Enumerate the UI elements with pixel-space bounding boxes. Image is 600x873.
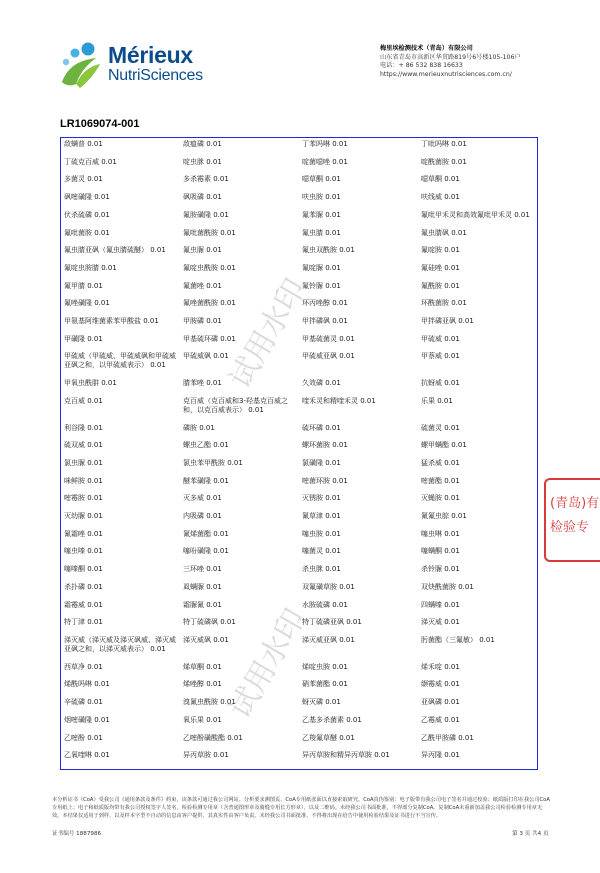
table-cell: 噻虫胺 0.01 [302,529,341,538]
table-cell: 涕灭威（涕灭威及涕灭砜威、涕灭威亚砜之和，以涕灭威表示） 0.01 [64,635,176,653]
table-cell: 硫环磷 0.01 [302,423,341,432]
table-cell: 甲萘威 0.01 [421,352,460,361]
table-cell: 甲基硫菌灵 0.01 [302,334,355,343]
table-cell: 氟唑磺隆 0.01 [64,299,110,308]
table-cell: 肟菌酯（三氟敏） 0.01 [421,635,495,644]
table-cell: 啶菌噁唑 0.01 [302,157,348,166]
table-row [62,228,538,246]
table-cell: 特丁津 0.01 [64,618,103,627]
table-cell: 特丁硫磷亚砜 0.01 [302,618,362,627]
table-cell: 缬霉威 0.01 [421,680,460,689]
table-cell: 噻菌灵 0.01 [302,547,341,556]
table-cell: 涕灭威 0.01 [421,618,460,627]
logo-text-nutrisciences: NutriSciences [108,67,203,84]
table-cell: 异丙草胺和精异丙草胺 0.01 [302,751,390,760]
table-cell: 乐果 0.01 [421,396,453,405]
table-cell: 噁草酮 0.01 [421,175,460,184]
table-cell: 涕灭威亚砜 0.01 [302,635,355,644]
table-cell: 烯酰吗啉 0.01 [64,680,110,689]
table-cell: 灭多威 0.01 [183,494,222,503]
table-row [62,440,538,458]
table-cell: 乙基多杀菌素 0.01 [302,715,362,724]
table-row [62,546,538,564]
table-cell: 氟啶胺 0.01 [421,246,460,255]
table-cell: 甲氨基阿维菌素苯甲酸盐 0.01 [64,317,159,326]
company-address: 山东省青岛市高新区华贯路819号6号楼105-106户 [380,53,521,61]
merieux-logo-icon [58,40,104,90]
table-cell: 四螨嗪 0.01 [421,600,460,609]
table-row [62,174,538,192]
table-cell: 噻嗪酮 0.01 [64,565,103,574]
table-row [62,316,538,334]
table-cell: 氟胺磺隆 0.01 [183,210,229,219]
table-row [62,351,538,378]
table-cell: 甲拌磷亚砜 0.01 [421,317,474,326]
table-cell: 螺虫乙酯 0.01 [183,441,229,450]
table-row [62,378,538,396]
table-cell: 水胺硫磷 0.01 [302,600,348,609]
company-info [380,45,521,79]
table-row [62,458,538,476]
table-cell: 甲胺磷 0.01 [183,317,222,326]
table-cell: 西草净 0.01 [64,662,103,671]
table-cell: 乙嘧酚 0.01 [64,733,103,742]
table-row [62,733,538,751]
table-row [62,662,538,680]
table-cell: 氟啶脲 0.01 [302,263,341,272]
table-row [62,396,538,423]
table-cell: 腈苯唑 0.01 [183,379,222,388]
table-cell: 敌螨普 0.01 [64,140,103,148]
logo-text-merieux: Mérieux [108,42,193,68]
table-cell: 硝苯菌酯 0.01 [302,680,348,689]
table-cell: 噁草酮 0.01 [302,175,341,184]
table-row [62,750,538,768]
watermark: 试用水印 [222,273,314,395]
table-cell: 久效磷 0.01 [302,379,341,388]
table-cell: 灭蝇胺 0.01 [421,494,460,503]
stamp-text [550,492,599,540]
table-cell: 烯啶虫胺 0.01 [302,662,348,671]
table-cell: 特丁硫磷砜 0.01 [183,618,236,627]
table-cell: 灭幼脲 0.01 [64,512,103,521]
table-row [62,511,538,529]
company-phone: 电话：+ 86 532 838 16633 [380,62,463,70]
table-cell: 氯虫脲 0.01 [64,458,103,467]
table-row [62,697,538,715]
table-cell: 氟菌唑 0.01 [183,281,222,290]
table-cell: 杀虫脒 0.01 [302,565,341,574]
table-cell: 甲硫威 0.01 [421,334,460,343]
table-cell: 螺环菌胺 0.01 [302,441,348,450]
table-cell: 咪鲜胺 0.01 [64,476,103,485]
table-cell: 呋线威 0.01 [421,193,460,202]
table-cell: 硫菌灵 0.01 [421,423,460,432]
table-cell: 双炔酰菌胺 0.01 [421,582,474,591]
table-cell: 氟虫双酰胺 0.01 [302,246,355,255]
table-cell: 氧乐果 0.01 [183,715,222,724]
table-cell: 利谷隆 0.01 [64,423,103,432]
table-cell: 氟虫脲 0.01 [183,246,222,255]
table-cell: 啶虫脒 0.01 [183,157,222,166]
table-cell: 亚砜磷 0.01 [421,698,460,707]
stamp-text-line1: (青岛)有 [550,496,600,511]
table-cell: 甲硫威亚砜 0.01 [302,352,355,361]
table-cell: 氟吡甲禾灵和高效氟吡甲禾灵 0.01 [421,210,530,219]
table-row [62,679,538,697]
table-cell: 硫双威 0.01 [64,441,103,450]
table-cell: 溴氰虫酰胺 0.01 [183,698,236,707]
table-cell: 氯磺隆 0.01 [302,458,341,467]
table-cell: 嘧霉胺 0.01 [64,494,103,503]
table-cell: 克百威（克百威和3-羟基克百威之和，以克百威表示） 0.01 [183,396,288,414]
table-cell: 氰氟虫腙 0.01 [421,512,467,521]
company-logo [58,40,218,90]
company-website[interactable]: https://www.merieuxnutrisciences.com.cn/ [380,70,512,78]
table-cell: 氟虫腈 0.01 [302,228,341,237]
table-cell: 霜脲氰 0.01 [183,600,222,609]
table-row [62,192,538,210]
table-row [62,715,538,733]
table-cell: 伏杀硫磷 0.01 [64,210,110,219]
table-cell: 氟吡菌酰胺 0.01 [183,228,236,237]
table-row [62,564,538,582]
table-row [62,139,538,157]
table-cell: 氰草津 0.01 [302,512,341,521]
company-name: 梅里埃检测技术（青岛）有限公司 [380,45,473,52]
table-cell: 氰霜唑 0.01 [64,529,103,538]
table-cell: 氟硅唑 0.01 [421,263,460,272]
table-cell: 多杀霉素 0.01 [183,175,229,184]
table-cell: 氟虫腈砜 0.01 [421,228,467,237]
footer-disclaimer: 本分析证书（CoA）受我公司《通用条款及条件》约束，该条款可通过我公司网站。分析要求测图页、CoA专用纸张面以直接索取研究。CoA真伪鉴别：电子版带有我公司电子签名并通过校验；纸质版打印在我公司CoA专用纸上；电子和纸质版均带有我公司授权签字人签名，检验检测专用章（含普通图形章及骑缝专用长方形章），以及二维码。未经我公司书面批准，不得部分复制CoA。复制CoA未重新加盖我公司检验检测专用章无效。本结果仅适用于到样，以及样本字型不自动的信息由客户提供，其真实性由客户负责。未经我公司书面批准，不得将出现在给告中使用检验结果及证书进行不当宣传。 [52,797,550,819]
table-row [62,157,538,175]
results-table [62,139,538,768]
table-cell: 甲氧虫酰肼 0.01 [64,379,117,388]
table-cell: 辛硫磷 0.01 [64,698,103,707]
page-number: 第 3 页 共4 页 [512,831,549,837]
table-cell: 乙氧喹啉 0.01 [64,751,110,760]
table-cell: 抗蚜威 0.01 [421,379,460,388]
table-cell: 醚苯磺隆 0.01 [183,476,229,485]
table-cell: 霜霉威 0.01 [64,600,103,609]
table-cell: 烯禾啶 0.01 [421,662,460,671]
table-cell: 丁吡吗啉 0.01 [421,140,467,148]
table-row [62,582,538,600]
table-cell: 内吸磷 0.01 [183,512,222,521]
table-cell: 氰烯菌酯 0.01 [183,529,229,538]
table-cell: 砜吸磷 0.01 [183,193,222,202]
table-cell: 灭锈胺 0.01 [302,494,341,503]
table-cell: 蚜灭磷 0.01 [302,698,341,707]
table-cell: 杀铃脲 0.01 [421,565,460,574]
table-cell: 噻吩磺隆 0.01 [183,547,229,556]
table-cell: 氟铃脲 0.01 [302,281,341,290]
table-row [62,493,538,511]
table-cell: 嘧菌环胺 0.01 [302,476,348,485]
table-row [62,245,538,263]
table-cell: 克百威 0.01 [64,396,103,405]
table-cell: 磷胺 0.01 [183,423,215,432]
certificate-number: 证书编号 1887986 [52,831,102,837]
table-cell: 敌瘟磷 0.01 [183,140,222,148]
table-cell: 甲硫威（甲硫威、甲硫威砜和甲硫威亚砜之和，以甲硫威表示） 0.01 [64,352,176,370]
table-cell: 啶酰菌胺 0.01 [421,157,467,166]
table-cell: 甲拌磷砜 0.01 [302,317,348,326]
table-cell: 氟酰胺 0.01 [421,281,460,290]
table-cell: 杀扑磷 0.01 [64,582,103,591]
table-row [62,476,538,494]
table-cell: 乙霉威 0.01 [421,715,460,724]
table-cell: 甲基硫环磷 0.01 [183,334,236,343]
table-row [62,423,538,441]
table-cell: 噻虫嗪 0.01 [64,547,103,556]
table-cell: 氟虫腈亚砜（氟虫腈硫醚） 0.01 [64,246,166,255]
table-cell: 呋虫胺 0.01 [302,193,341,202]
table-cell: 烯草酮 0.01 [183,662,222,671]
report-number: LR1069074-001 [60,118,140,130]
table-cell: 氟唑菌酰胺 0.01 [183,299,236,308]
table-cell: 氯虫苯甲酰胺 0.01 [183,458,243,467]
table-cell: 环酰菌胺 0.01 [421,299,467,308]
table-cell: 甲磺隆 0.01 [64,334,103,343]
table-cell: 多菌灵 0.01 [64,175,103,184]
table-cell: 嘧菌酯 0.01 [421,476,460,485]
table-cell: 喹禾灵和精喹禾灵 0.01 [302,396,376,405]
table-row [62,334,538,352]
stamp-text-line2: 检验专 [550,520,590,535]
table-cell: 双氟磺草胺 0.01 [302,582,355,591]
table-cell: 氟甲腈 0.01 [64,281,103,290]
table-cell: 乙羧氟草醚 0.01 [302,733,355,742]
table-cell: 三环唑 0.01 [183,565,222,574]
table-cell: 乙嘧酚磺酸酯 0.01 [183,733,243,742]
table-cell: 氟吡菌胺 0.01 [64,228,110,237]
table-cell: 螺甲螨酯 0.01 [421,441,467,450]
table-row [62,263,538,281]
table-cell: 氟啶虫胺腈 0.01 [64,263,117,272]
table-cell: 异丙草胺 0.01 [183,751,229,760]
table-cell: 氟啶虫酰胺 0.01 [183,263,236,272]
table-cell: 丁硫克百威 0.01 [64,157,117,166]
table-cell: 噻螨酮 0.01 [421,547,460,556]
table-row [62,210,538,228]
table-cell: 噻虫啉 0.01 [421,529,460,538]
table-cell: 虱螨脲 0.01 [183,582,222,591]
table-cell: 猛杀威 0.01 [421,458,460,467]
table-cell: 甲硫威砜 0.01 [183,352,229,361]
table-cell: 环丙唑醇 0.01 [302,299,348,308]
table-cell: 涕灭威砜 0.01 [183,635,229,644]
watermark: 试用水印 [222,603,314,725]
table-cell: 烟嘧磺隆 0.01 [64,715,110,724]
table-row [62,529,538,547]
table-cell: 异丙隆 0.01 [421,751,460,760]
table-cell: 砜嘧磺隆 0.01 [64,193,110,202]
table-cell: 乙酰甲胺磷 0.01 [421,733,474,742]
table-cell: 氟苯脲 0.01 [302,210,341,219]
table-cell: 烯唑醇 0.01 [183,680,222,689]
table-cell: 丁苯吗啉 0.01 [302,140,348,148]
